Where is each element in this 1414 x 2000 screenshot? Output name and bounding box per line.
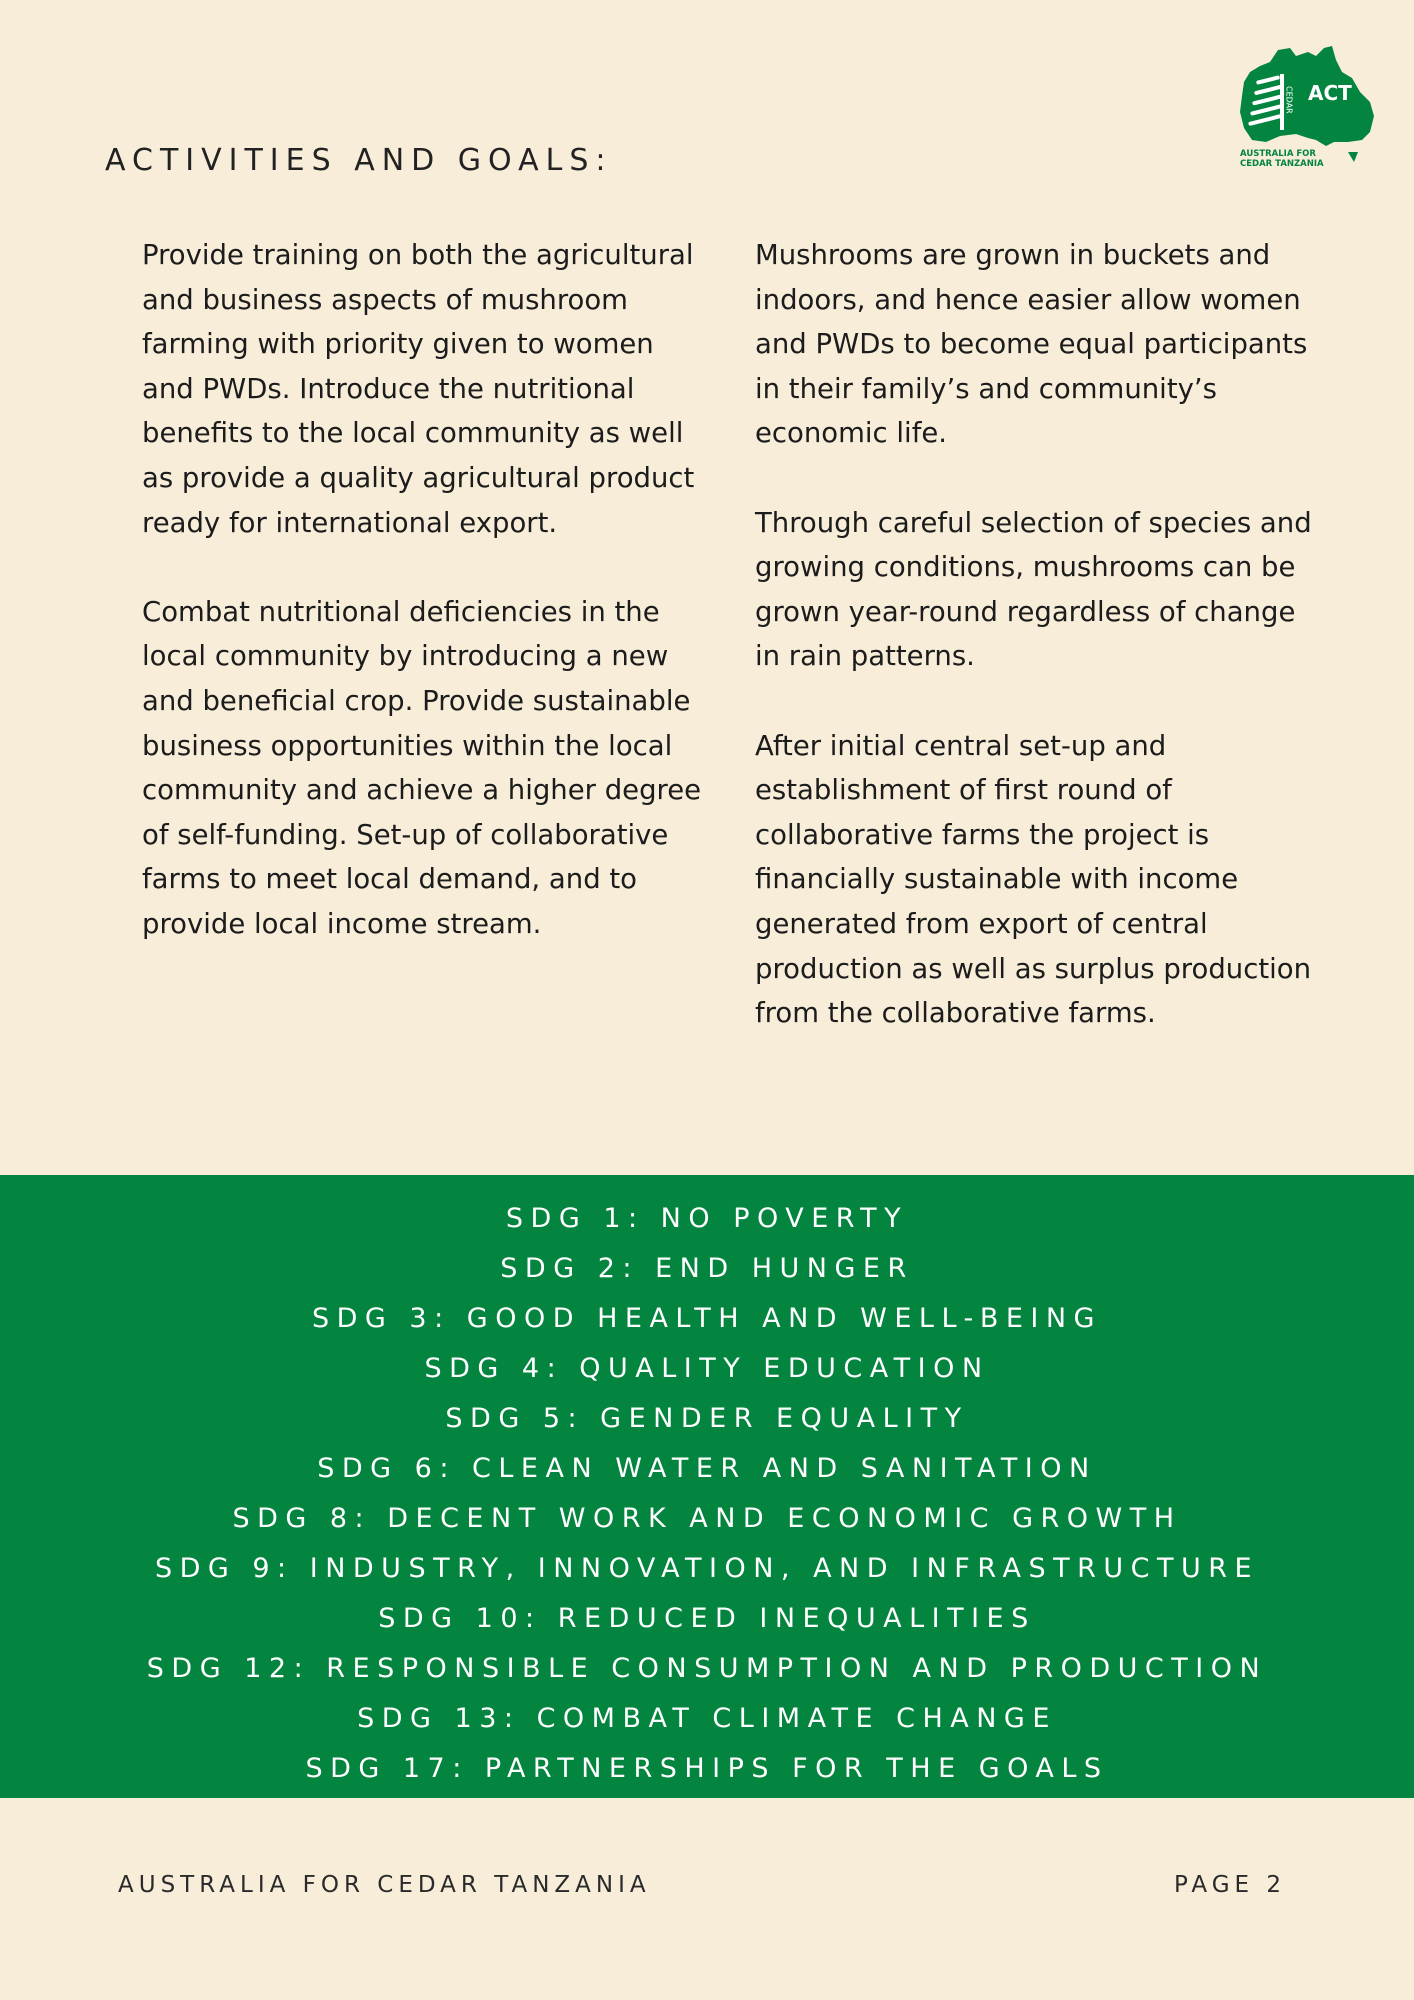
paragraph-nutrition: Combat nutritional deficiencies in the local community by introducing a new and beneficial crop. Provide sustainable business opportunities within the local community and achieve a higher degree of self-funding. Set-up of collaborative farms to meet local demand, and to provide local income stream. — [142, 595, 702, 940]
logo-caption-line1: AUSTRALIA FOR — [1240, 149, 1316, 159]
page-number: PAGE 2 — [1173, 1872, 1286, 1898]
sdg-item: SDG 9: INDUSTRY, INNOVATION, AND INFRASTRUCTURE — [154, 1553, 1260, 1584]
australia-map-shape — [1240, 46, 1374, 146]
australia-map-logo — [1236, 42, 1378, 174]
paragraph-year-round: Through careful selection of species and growing conditions, mushrooms can be grown year-round regardless of change in rain patterns. — [755, 506, 1312, 673]
logo-vertical-text: CEDAR — [1284, 86, 1294, 114]
paragraph-training: Provide training on both the agricultural and business aspects of mushroom farming with priority given to women and PWDs. Introduce the nutritional benefits to the local community as well as provide a quality agricultural product ready for international export. — [142, 239, 695, 539]
sdg-item: SDG 3: GOOD HEALTH AND WELL-BEING — [312, 1303, 1102, 1334]
sdg-section — [0, 1175, 1414, 1798]
sdg-item: SDG 12: RESPONSIBLE CONSUMPTION AND PRODUCTION — [146, 1653, 1268, 1684]
sdg-item: SDG 10: REDUCED INEQUALITIES — [378, 1603, 1036, 1634]
sdg-item: SDG 8: DECENT WORK AND ECONOMIC GROWTH — [232, 1503, 1182, 1534]
sdg-item: SDG 1: NO POVERTY — [505, 1203, 909, 1234]
sdg-list — [0, 1194, 1414, 1794]
sdg-item: SDG 17: PARTNERSHIPS FOR THE GOALS — [305, 1753, 1109, 1784]
paragraph-sustainability: After initial central set-up and establishment of first round of collaborative farms the project is financially sustainable with income generated from export of central production as well as surplus production from the collaborative farms. — [755, 729, 1312, 1030]
sdg-item: SDG 13: COMBAT CLIMATE CHANGE — [357, 1703, 1057, 1734]
sdg-item: SDG 2: END HUNGER — [500, 1253, 914, 1284]
paragraph-mushrooms-indoors: Mushrooms are grown in buckets and indoors, and hence easier allow women and PWDs to become equal participants in their family’s and community’s economic life. — [755, 239, 1308, 450]
right-column — [755, 233, 1315, 1080]
sdg-item: SDG 4: QUALITY EDUCATION — [424, 1353, 990, 1384]
left-column — [142, 233, 702, 991]
sdg-item: SDG 5: GENDER EQUALITY — [445, 1403, 969, 1434]
logo-caption-line2: CEDAR TANZANIA — [1240, 159, 1324, 169]
sdg-item: SDG 6: CLEAN WATER AND SANITATION — [317, 1453, 1097, 1484]
footer-organization: AUSTRALIA FOR CEDAR TANZANIA — [118, 1872, 651, 1898]
tasmania-shape — [1348, 152, 1358, 162]
logo-mark-text: ACT — [1308, 81, 1352, 105]
page-title: ACTIVITIES AND GOALS: — [105, 143, 613, 178]
